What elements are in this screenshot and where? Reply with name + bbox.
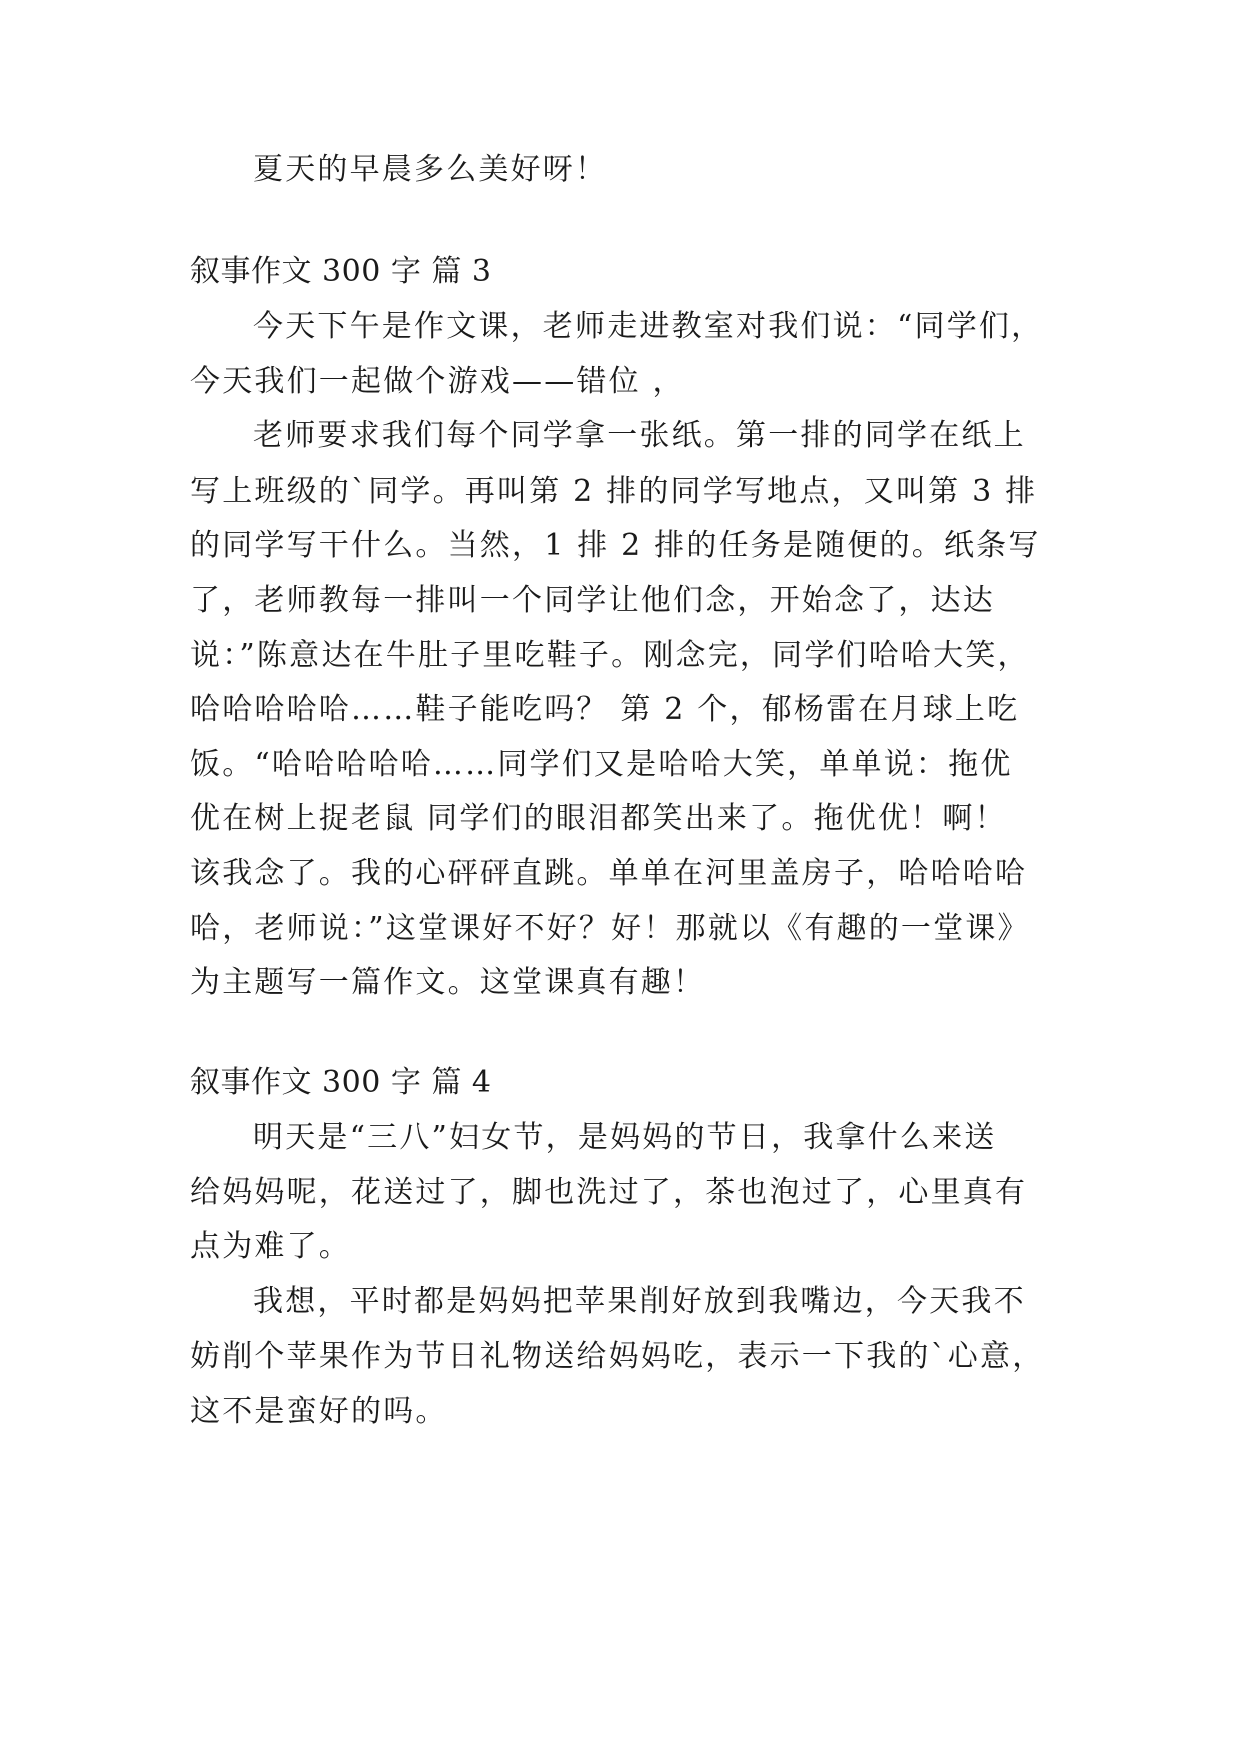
paragraph-line: 今天下午是作文课，老师走进教室对我们说：“同学们， bbox=[253, 309, 1044, 344]
paragraph-line: 我想，平时都是妈妈把苹果削好放到我嘴边，今天我不 bbox=[253, 1284, 1026, 1319]
paragraph-line: 哈，老师说：”这堂课好不好？好！那就以《有趣的一堂课》 bbox=[190, 911, 1030, 946]
section-heading: 叙事作文 300 字 篇 4 bbox=[190, 1065, 492, 1100]
paragraph-line: 的同学写干什么。当然，1 排 2 排的任务是随便的。纸条写 bbox=[190, 528, 1041, 563]
paragraph-line: 这不是蛮好的吗。 bbox=[190, 1394, 448, 1429]
paragraph-line: 写上班级的`同学。再叫第 2 排的同学写地点，又叫第 3 排 bbox=[190, 474, 1038, 509]
paragraph-line: 饭。“哈哈哈哈哈……同学们又是哈哈大笑，单单说：拖优 bbox=[190, 747, 1013, 782]
paragraph-line: 妨削个苹果作为节日礼物送给妈妈吃，表示一下我的`心意， bbox=[190, 1339, 1045, 1374]
paragraph-line: 了，老师教每一排叫一个同学让他们念，开始念了，达达 bbox=[190, 583, 995, 618]
paragraph-line: 为主题写一篇作文。这堂课真有趣！ bbox=[190, 965, 706, 1000]
paragraph-line: 夏天的早晨多么美好呀！ bbox=[253, 152, 608, 187]
paragraph-line: 优在树上捉老鼠 同学们的眼泪都笑出来了。拖优优！啊！ bbox=[190, 801, 1007, 836]
section-heading: 叙事作文 300 字 篇 3 bbox=[190, 254, 492, 289]
paragraph-line: 该我念了。我的心砰砰直跳。单单在河里盖房子，哈哈哈哈 bbox=[190, 856, 1028, 891]
paragraph-line: 老师要求我们每个同学拿一张纸。第一排的同学在纸上 bbox=[253, 418, 1026, 453]
paragraph-line: 今天我们一起做个游戏——错位 ， bbox=[190, 364, 685, 399]
paragraph-line: 点为难了。 bbox=[190, 1229, 351, 1264]
paragraph-line: 说：”陈意达在牛肚子里吃鞋子。刚念完，同学们哈哈大笑， bbox=[190, 638, 1030, 673]
paragraph-line: 给妈妈呢，花送过了，脚也洗过了，茶也泡过了，心里真有 bbox=[190, 1175, 1028, 1210]
paragraph-line: 哈哈哈哈哈……鞋子能吃吗？ 第 2 个，郁杨雷在月球上吃 bbox=[190, 692, 1020, 727]
paragraph-line: 明天是“三八”妇女节，是妈妈的节日，我拿什么来送 bbox=[253, 1120, 997, 1155]
